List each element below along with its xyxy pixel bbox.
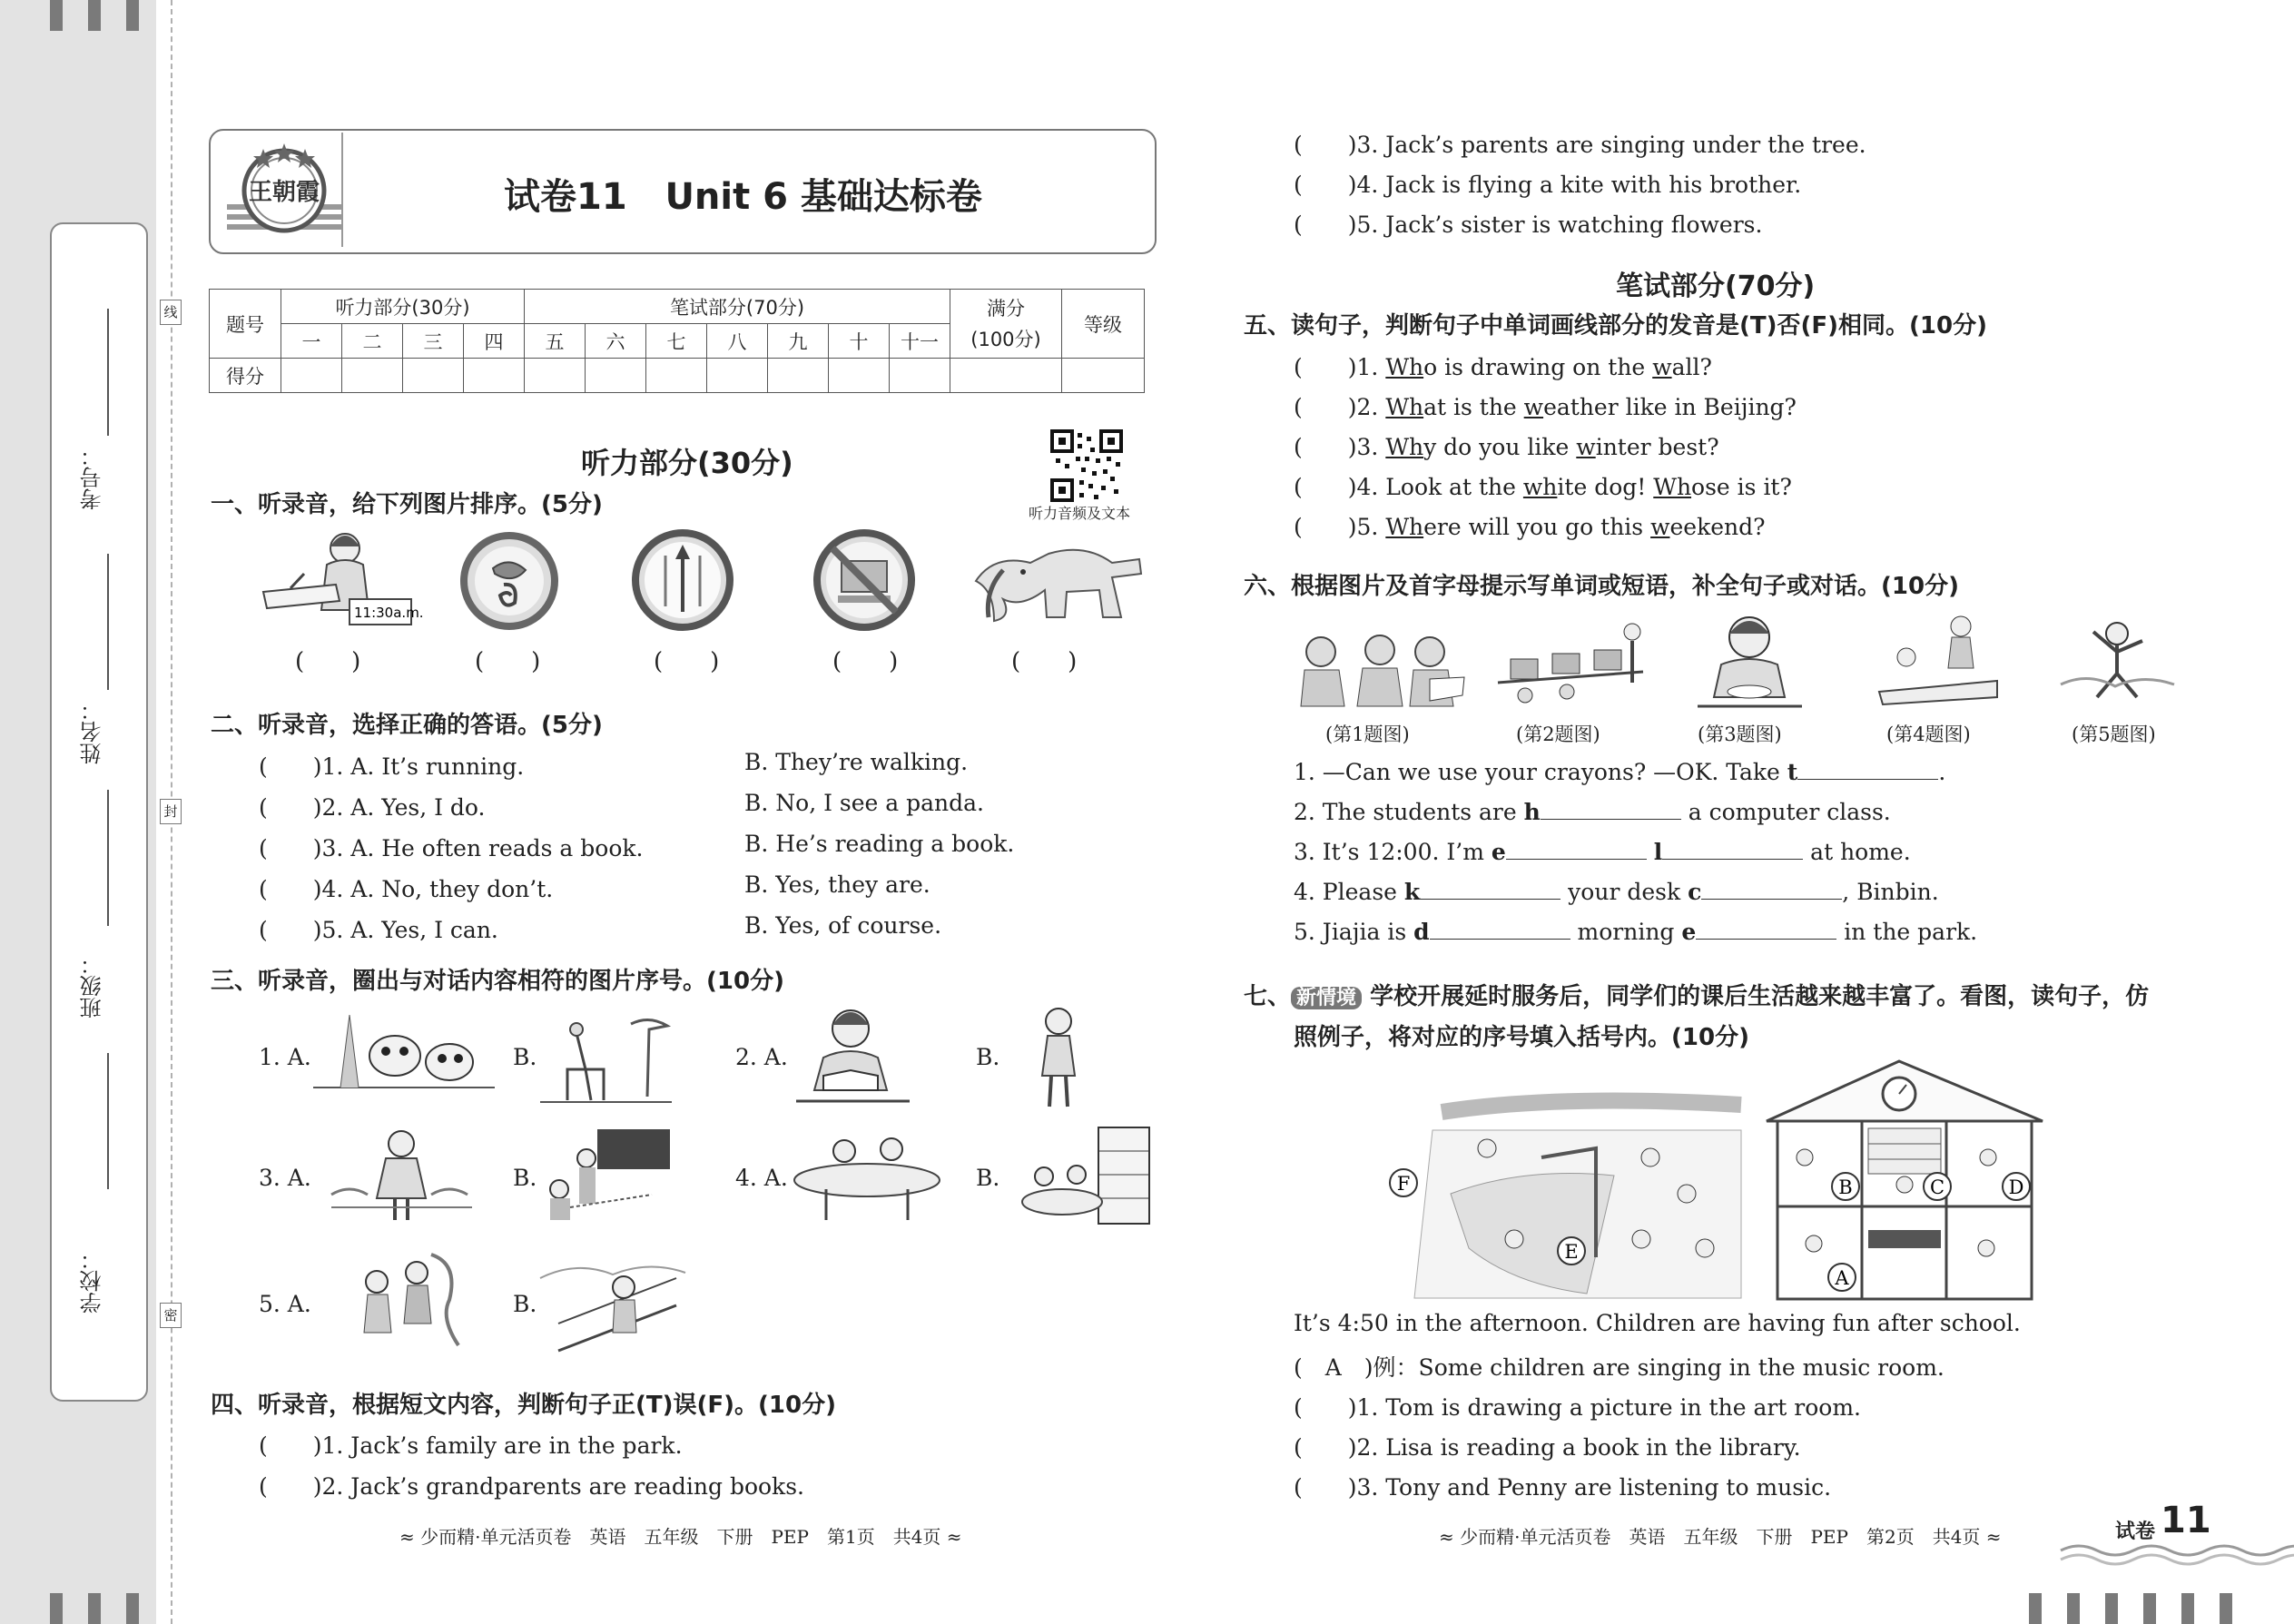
classroom-picture (543, 1126, 674, 1225)
two-way-traffic-sign (631, 528, 735, 633)
section-5-title: 五、读句子，判断句子中单词画线部分的发音是(T)否(F)相同。(10分) (1244, 312, 1987, 340)
picture-caption: (第3题图) (1698, 723, 1782, 745)
fill-in-item: 2. The students are h a computer class. (1294, 799, 1891, 825)
section-6-title: 六、根据图片及首字母提示写单词或短语，补全句子或对话。(10分) (1244, 573, 1959, 600)
exam-number-line-lower (107, 554, 109, 690)
listening-heading: 听力部分(30分) (581, 446, 793, 480)
question-item: ( )5. A. Yes, I can. (259, 917, 498, 943)
score-cell[interactable] (829, 359, 890, 393)
fill-in-item: 4. Please k your desk c , Binbin. (1294, 879, 1939, 905)
section-2-title: 二、听录音，选择正确的答语。(5分) (211, 712, 603, 739)
school-scene-picture (1378, 1058, 2050, 1303)
picture-label: B. (513, 1165, 537, 1191)
computer-class-picture (1498, 619, 1643, 710)
student-info-box (50, 222, 148, 1402)
full-score-label: 满分 (987, 297, 1025, 320)
picture-label: 2. A. (735, 1044, 788, 1070)
girl-clock-picture (254, 528, 424, 628)
question-item: ( )2. Lisa is reading a book in the library. (1294, 1434, 1801, 1461)
answer-blank[interactable]: ( ) (832, 648, 899, 675)
binding-tick (2220, 1593, 2232, 1624)
score-cell[interactable] (646, 359, 707, 393)
binding-tick (2181, 1593, 2194, 1624)
picture-caption: (第5题图) (2072, 723, 2156, 745)
writing-heading: 笔试部分(70分) (1616, 271, 1816, 302)
binding-tick (50, 1593, 63, 1624)
option-b: B. They’re walking. (744, 749, 969, 775)
class-line (107, 1053, 109, 1189)
girl-phone-picture (1026, 1003, 1094, 1110)
binding-tick (2029, 1593, 2042, 1624)
score-cell[interactable] (342, 359, 403, 393)
svg-text:A: A (1835, 1267, 1849, 1289)
fill-in-item: 5. Jiajia is d morning e in the park. (1294, 919, 1978, 945)
answer-blank[interactable]: ( ) (1011, 648, 1078, 675)
no-computer-sign (812, 528, 917, 633)
grade-header: 等级 (1062, 290, 1145, 359)
score-cell[interactable] (464, 359, 525, 393)
banner-divider (341, 133, 343, 247)
column-header: 四 (464, 324, 525, 359)
question-item: ( )3. Tony and Penny are listening to music. (1294, 1474, 1832, 1501)
picture-caption: (第4题图) (1886, 723, 1971, 745)
svg-text:D: D (2008, 1176, 2024, 1198)
cut-mark-seal: 封 (160, 799, 182, 824)
question-item: ( )3. Jack’s parents are singing under the tree. (1294, 132, 1866, 158)
column-header: 二 (342, 324, 403, 359)
test-number-badge: 11 (2161, 1500, 2211, 1541)
section-3-title: 三、听录音，圈出与对话内容相符的图片序号。(10分) (211, 968, 784, 995)
question-item: ( )2. What is the weather like in Beijing? (1294, 394, 1797, 420)
svg-text:11:30a.m.: 11:30a.m. (354, 605, 424, 621)
column-header: 十 (829, 324, 890, 359)
girl-singing-picture (331, 1126, 472, 1225)
publisher-logo (227, 136, 341, 243)
picture-label: 1. A. (259, 1044, 311, 1070)
section-7-title: 七、 新情境 学校开展延时服务后，同学们的课后生活越来越丰富了。看图，读句子，仿 (1244, 983, 2150, 1010)
question-item: ( )4. A. No, they don’t. (259, 876, 554, 902)
answer-line[interactable] (1541, 819, 1681, 820)
cut-mark-line: 线 (160, 300, 182, 325)
girl-reading-picture (796, 1003, 910, 1107)
test-title: 试卷11 Unit 6 基础达标卷 (504, 176, 982, 218)
picture-label: B. (976, 1165, 1000, 1191)
column-header: 十一 (890, 324, 950, 359)
picture-label: B. (976, 1044, 1000, 1070)
picture-label: 3. A. (259, 1165, 311, 1191)
score-cell[interactable] (403, 359, 464, 393)
writing-group-header: 笔试部分(70分) (525, 290, 950, 324)
no-eating-sign (458, 530, 560, 632)
answer-line[interactable] (1662, 859, 1803, 860)
binding-tick (50, 0, 63, 31)
picture-label: 4. A. (735, 1165, 788, 1191)
answer-line[interactable] (1696, 939, 1836, 940)
school-label: 学校： (80, 1248, 105, 1314)
kids-crayons-picture (1294, 625, 1466, 714)
question-item: ( )1. Who is drawing on the wall? (1294, 354, 1712, 380)
exam-number-label: 考号： (80, 445, 105, 510)
qr-caption: 听力音频及文本 (1029, 505, 1131, 522)
exam-number-line (107, 309, 109, 436)
binding-tick (2143, 1593, 2156, 1624)
score-cell[interactable] (950, 359, 1062, 393)
option-b: B. No, I see a panda. (744, 790, 984, 816)
column-header: 三 (403, 324, 464, 359)
column-header: 一 (281, 324, 342, 359)
footer-right: ≈ 少而精·单元活页卷 英语 五年级 下册 PEP 第2页 共4页 ≈ (1439, 1526, 2002, 1548)
score-cell[interactable] (281, 359, 342, 393)
binding-tick (88, 0, 101, 31)
svg-text:E: E (1564, 1241, 1579, 1263)
class-label: 班级： (80, 953, 105, 1019)
score-cell[interactable] (525, 359, 586, 393)
answer-line[interactable] (1506, 859, 1647, 860)
score-table (209, 289, 1145, 393)
question-item: ( )1. Tom is drawing a picture in the art room. (1294, 1394, 1862, 1421)
pandas-picture (313, 1006, 495, 1092)
score-cell[interactable] (890, 359, 950, 393)
binding-tick (126, 0, 139, 31)
picture-caption: (第2题图) (1516, 723, 1600, 745)
giraffe-picture (540, 1006, 672, 1106)
answer-blank[interactable]: ( ) (475, 648, 541, 675)
score-cell[interactable] (586, 359, 646, 393)
binding-tick (88, 1593, 101, 1624)
scene-intro: It’s 4:50 in the afternoon. Children are having fun after school. (1294, 1310, 2021, 1336)
girl-eating-lunch-picture (1698, 610, 1802, 712)
elephant-picture (967, 527, 1144, 628)
fill-in-item: 3. It’s 12:00. I’m e l at home. (1294, 839, 1911, 865)
question-item: ( )1. A. It’s running. (259, 753, 525, 780)
section-1-title: 一、听录音，给下列图片排序。(5分) (211, 491, 603, 518)
question-item: ( )3. A. He often reads a book. (259, 835, 644, 861)
svg-text:B: B (1838, 1176, 1853, 1198)
svg-text:王朝霞: 王朝霞 (248, 179, 320, 206)
column-header: 九 (768, 324, 829, 359)
footer-left: ≈ 少而精·单元活页卷 英语 五年级 下册 PEP 第1页 共4页 ≈ (399, 1526, 962, 1548)
binding-tick (2067, 1593, 2080, 1624)
answer-line[interactable] (1420, 899, 1561, 900)
section-4-title: 四、听录音，根据短文内容，判断句子正(T)误(F)。(10分) (211, 1392, 836, 1419)
listening-group-header: 听力部分(30分) (281, 290, 525, 324)
question-item: ( )2. Jack’s grandparents are reading books. (259, 1473, 804, 1500)
new-context-badge: 新情境 (1291, 987, 1362, 1009)
question-number-header: 题号 (210, 290, 281, 359)
name-line (107, 790, 109, 926)
picture-label: 5. A. (259, 1291, 311, 1317)
binding-tick (2105, 1593, 2118, 1624)
binding-tick (126, 1593, 139, 1624)
cut-mark-secret: 密 (160, 1303, 182, 1328)
answer-blank[interactable]: ( ) (654, 648, 720, 675)
svg-text:C: C (1929, 1176, 1945, 1198)
section-7-title-line2: 照例子，将对应的序号填入括号内。(10分) (1294, 1024, 1749, 1051)
option-b: B. Yes, they are. (744, 871, 930, 898)
answer-blank[interactable]: ( ) (295, 648, 361, 675)
column-header: 八 (707, 324, 768, 359)
question-item: ( )4. Look at the white dog! Whose is it? (1294, 474, 1792, 500)
picture-caption: (第1题图) (1325, 723, 1410, 745)
picture-label: B. (513, 1291, 537, 1317)
test-number-badge-label: 试卷 (2115, 1521, 2156, 1543)
score-cell[interactable] (1062, 359, 1145, 393)
name-label: 姓名： (80, 699, 105, 764)
girl-exercising-picture (2061, 614, 2174, 704)
column-header: 七 (646, 324, 707, 359)
kids-playing-picture (340, 1245, 463, 1359)
girl-bridge-picture (540, 1242, 685, 1360)
picture-label: B. (513, 1044, 537, 1070)
fill-in-item: 1. —Can we use your crayons? —OK. Take t . (1294, 759, 1946, 785)
score-row-header: 得分 (210, 359, 281, 393)
answer-line[interactable] (1430, 939, 1570, 940)
library-picture (1008, 1124, 1153, 1228)
question-item: ( )5. Jack’s sister is watching flowers. (1294, 212, 1763, 238)
question-item: ( )1. Jack’s family are in the park. (259, 1432, 683, 1459)
score-cell[interactable] (768, 359, 829, 393)
option-b: B. Yes, of course. (744, 912, 942, 939)
answer-line[interactable] (1701, 899, 1842, 900)
full-score-value: (100分) (970, 328, 1041, 350)
column-header: 六 (586, 324, 646, 359)
qr-code-icon[interactable] (1050, 429, 1123, 502)
question-item: ( )2. A. Yes, I do. (259, 794, 486, 821)
kids-at-table-picture (790, 1126, 944, 1225)
question-item: ( )3. Why do you like winter best? (1294, 434, 1719, 460)
score-cell[interactable] (707, 359, 768, 393)
svg-text:F: F (1396, 1173, 1411, 1195)
question-item: ( )4. Jack is flying a kite with his brother. (1294, 172, 1802, 198)
example-item: ( A )例：Some children are singing in the music room. (1294, 1354, 1944, 1381)
kids-cleaning-desk-picture (1879, 610, 1997, 708)
question-item: ( )5. Where will you go this weekend? (1294, 514, 1766, 540)
option-b: B. He’s reading a book. (744, 831, 1015, 857)
column-header: 五 (525, 324, 586, 359)
answer-line[interactable] (1797, 779, 1938, 780)
full-score-header (950, 290, 1062, 359)
